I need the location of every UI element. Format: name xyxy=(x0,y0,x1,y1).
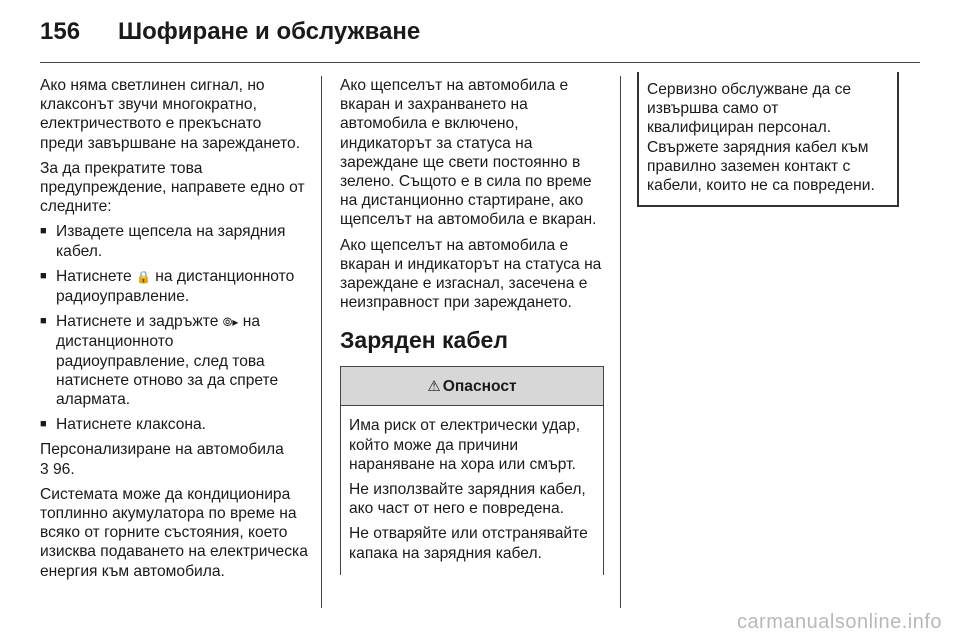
danger-box-continued: Сервизно обслужване да се извършва само от квалифициран персонал. Свържете зарядния кабел към правилно заземен контакт с кабели, които не са повредени. xyxy=(637,72,899,207)
list-item: ■ Извадете щепсела на зарядния кабел. xyxy=(40,222,308,260)
danger-title: Опасност xyxy=(442,377,517,395)
warning-icon: ⚠ xyxy=(427,376,441,395)
section-heading: Заряден кабел xyxy=(340,327,508,354)
column-divider-2 xyxy=(620,76,621,608)
page-reference-link[interactable]: 3 96. xyxy=(40,460,75,478)
lock-icon: 🔒 xyxy=(136,269,151,284)
danger-body: Има риск от електрически удар, който може да причини нараняване на хора или смърт. Не използвайте зарядния кабел, ако част от него е повредена. Не отваряйте или отстранявайте капака на зарядния кабел. xyxy=(349,417,588,562)
hvac-paragraph: Системата може да кондиционира топлинно акумулатора по време на всяко от горните състояния, което изисква подаването на електрическа енергия към автомобила. xyxy=(40,485,308,580)
action-list xyxy=(40,222,308,434)
column-1 xyxy=(40,76,308,587)
danger-box xyxy=(340,366,604,574)
watermark: carmanualsonline.info xyxy=(736,611,942,633)
list-item: ■ Натиснете и задръжте ⦾▸ на дистанционното радиоуправление, след това натиснете отново за да спрете алармата. xyxy=(40,312,308,409)
list-item: ■ Натиснете клаксона. xyxy=(40,415,308,434)
page-header xyxy=(40,8,420,56)
danger-header xyxy=(341,367,603,406)
stop-intro-paragraph: За да прекратите това предупреждение, направете едно от следните: xyxy=(40,159,305,216)
column-2 xyxy=(340,76,606,575)
page-title: Шофиране и обслужване xyxy=(118,18,421,45)
status-paragraph-1: Ако щепселът на автомобила е вкаран и захранването на автомобила е включено, индикаторът за статуса на зареждане ще свети постоянно в зелено. Същото е в сила по време на дистанционно стартиране, ако щепселът на автомобила е вкаран. xyxy=(340,77,597,229)
intro-paragraph: Ако няма светлинен сигнал, но клаксонът звучи многократно, електричеството е прекъснато преди завършване на зареждането. xyxy=(40,77,301,152)
list-item: ■ Натиснете 🔒 на дистанционното радиоуправление. xyxy=(40,267,308,306)
page-number: 156 xyxy=(40,18,81,45)
personalization-paragraph: Персонализиране на автомобила 3 96. xyxy=(40,441,284,478)
remote-start-icon: ⦾▸ xyxy=(222,315,239,330)
header-divider xyxy=(40,62,920,63)
column-divider-1 xyxy=(321,76,322,608)
column-3 xyxy=(637,76,899,207)
status-paragraph-2: Ако щепселът на автомобила е вкаран и индикаторът на статуса на зареждане е изгаснал, засечена е неизправност при зареждането. xyxy=(340,236,602,312)
